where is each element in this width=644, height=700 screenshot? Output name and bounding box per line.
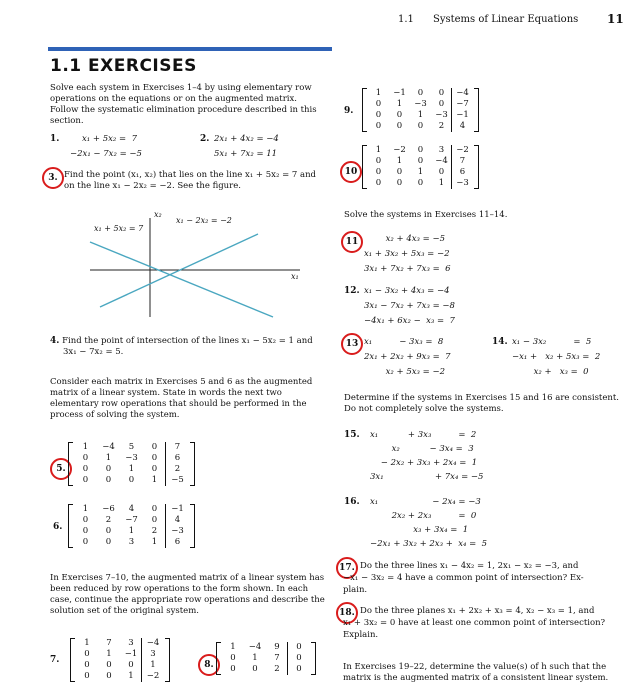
matrix-cell: −4 <box>248 642 262 652</box>
matrix-cell: 1 <box>128 671 134 681</box>
exercise-4 <box>50 336 313 347</box>
matrix-cell: 0 <box>82 526 89 536</box>
matrix-cell: −3 <box>171 526 184 536</box>
matrix-cell: 1 <box>375 88 382 98</box>
exercise-3-text: Find the point (x₁, x₂) that lies on the line x₁ + 5x₂ = 7 and <box>64 170 316 180</box>
equation: 2x₂ + 2x₃ = 0 <box>370 511 477 521</box>
matrix-cell: 0 <box>396 178 403 188</box>
matrix-cell: 0 <box>296 664 302 674</box>
intro-text: Solve each system in Exercises 1–4 by using elementary row operations on the equations or on the augmented matrix. Follow the systematic elimination procedure described in this section. <box>50 83 317 126</box>
matrix-cell: −1 <box>171 504 184 514</box>
matrix-cell: 0 <box>396 167 403 177</box>
matrix-row <box>222 653 310 664</box>
matrix-cell: 0 <box>151 453 158 463</box>
matrix-row <box>368 167 473 178</box>
exercise-18-text: x₁ + 3x₂ = 0 have at least one common point of intersection? <box>343 618 606 628</box>
matrix-cell: 0 <box>82 515 89 525</box>
matrix-cell: −4 <box>456 88 469 98</box>
matrix-cell: 0 <box>438 99 445 109</box>
matrix-row <box>368 145 473 156</box>
matrix-cell: 1 <box>105 453 112 463</box>
matrix-cell: 1 <box>417 110 424 120</box>
equation: −2x₁ − 7x₂ = −5 <box>70 149 142 159</box>
axis-label: x₁ <box>291 272 299 281</box>
matrix-row <box>368 121 473 132</box>
equation: −x₁ + x₂ + 5x₃ = 2 <box>512 352 601 362</box>
system-15 <box>370 430 483 483</box>
left-bracket <box>68 504 73 548</box>
matrix-cell: 0 <box>128 660 134 670</box>
matrix-cell: 3 <box>128 537 135 547</box>
equation: 3x₁ + 7x₂ + 7x₃ = 6 <box>364 264 451 274</box>
matrix-cell: −4 <box>146 638 160 648</box>
matrix-cell: 0 <box>82 475 89 485</box>
instructions-11-14: Solve the systems in Exercises 11–14. <box>344 210 508 220</box>
equation: x₂ + 4x₃ = −5 <box>364 234 446 244</box>
matrix-row <box>368 88 473 99</box>
matrix-cell: −3 <box>125 453 138 463</box>
matrix-row <box>74 504 189 515</box>
matrix-cell: 4 <box>459 121 466 131</box>
matrix-cell: −5 <box>171 475 184 485</box>
matrix-cell: 1 <box>230 642 236 652</box>
exercise-3-text: on the line x₁ − 2x₂ = −2. See the figure. <box>64 181 241 191</box>
matrix-cell: −7 <box>456 99 469 109</box>
section-rule <box>48 47 332 51</box>
matrix-cell: 0 <box>105 464 112 474</box>
exercise-18-text: Explain. <box>343 630 379 640</box>
exercise-17-text: Do the three lines x₁ − 4x₂ = 1, 2x₁ − x₂ = −3, and <box>360 561 579 571</box>
annotation-circle: 10 <box>340 161 362 183</box>
system-16 <box>370 497 487 550</box>
annotation-circle: 5. <box>50 458 72 480</box>
exercise-label: 15. <box>344 430 360 440</box>
exercise-4-text: Find the point of intersection of the lines x₁ − 5x₂ = 1 and <box>62 336 313 346</box>
matrix-row <box>74 442 189 453</box>
matrix-cell: 6 <box>459 167 466 177</box>
equation: −4x₁ + 6x₂ − x₃ = 7 <box>364 316 455 326</box>
matrix-cell: 2 <box>438 121 445 131</box>
matrix-cell: 0 <box>151 464 158 474</box>
matrix-cell: 0 <box>375 167 382 177</box>
equation: − 2x₂ + 3x₃ + 2x₄ = 1 <box>370 458 478 468</box>
matrix-cell: 0 <box>105 475 112 485</box>
system-13 <box>364 337 451 378</box>
matrix-cell: −2 <box>146 671 160 681</box>
matrix-cell: 0 <box>375 178 382 188</box>
matrix-cell: 0 <box>252 664 258 674</box>
exercise-label: 16. <box>344 497 360 507</box>
right-bracket <box>311 642 316 675</box>
matrix-10 <box>368 145 473 189</box>
augment-divider <box>141 638 142 682</box>
matrix-cell: −3 <box>456 178 469 188</box>
matrix-cell: −6 <box>102 504 115 514</box>
annotation-circle: 11 <box>341 231 363 253</box>
matrix-cell: −3 <box>414 99 427 109</box>
matrix-cell: 1 <box>396 99 403 109</box>
right-bracket <box>190 504 195 548</box>
matrix-8 <box>222 642 310 675</box>
matrix-cell: 0 <box>417 178 424 188</box>
matrix-cell: −2 <box>393 145 406 155</box>
matrix-cell: 0 <box>151 515 158 525</box>
left-bracket <box>70 638 75 682</box>
matrix-cell: 0 <box>375 156 382 166</box>
right-bracket <box>474 145 479 189</box>
matrix-cell: 7 <box>459 156 466 166</box>
equation: x₂ − 3x₄ = 3 <box>370 444 474 454</box>
instructions-5-6: Consider each matrix in Exercises 5 and 6 as the augmented matrix of a linear system. State in words the next two elementary row operations that should be performed in the process of solving the system. <box>50 377 313 420</box>
matrix-cell: 1 <box>438 178 445 188</box>
matrix-row <box>74 537 189 548</box>
matrix-cell: 0 <box>230 664 236 674</box>
matrix-6 <box>74 504 189 548</box>
matrix-cell: 0 <box>151 504 158 514</box>
exercise-label: 14. <box>492 337 508 347</box>
matrix-row <box>222 664 310 675</box>
matrix-cell: 0 <box>84 649 90 659</box>
equation: x₁ + 5x₂ = 7 <box>82 134 137 144</box>
matrix-cell: 0 <box>230 653 236 663</box>
annotation-circle: 13 <box>341 333 363 355</box>
equation: 2x₁ + 4x₂ = −4 <box>214 134 279 144</box>
annotation-circle: 18. <box>336 602 358 624</box>
system-14 <box>512 337 600 378</box>
matrix-cell: −2 <box>456 145 469 155</box>
augment-divider <box>165 442 166 486</box>
matrix-cell: 0 <box>151 442 158 452</box>
running-header <box>398 14 578 25</box>
matrix-cell: 0 <box>128 475 135 485</box>
matrix-cell: 0 <box>417 121 424 131</box>
matrix-row <box>368 110 473 121</box>
matrix-cell: 2 <box>274 664 280 674</box>
matrix-cell: 0 <box>84 660 90 670</box>
exercise-17-text: −x₁ − 3x₂ = 4 have a common point of intersection? Ex- <box>343 573 584 583</box>
augment-divider <box>165 504 166 548</box>
equation: x₂ + x₃ = 0 <box>512 367 589 377</box>
matrix-cell: 0 <box>438 167 445 177</box>
matrix-cell: −1 <box>124 649 138 659</box>
matrix-9 <box>368 88 473 132</box>
exercise-label: 9. <box>344 106 354 116</box>
matrix-cell: 1 <box>151 475 158 485</box>
left-bracket <box>362 145 367 189</box>
equation: x₂ + 5x₃ = −2 <box>364 367 446 377</box>
matrix-row <box>76 649 164 660</box>
matrix-cell: 2 <box>151 526 158 536</box>
matrix-row <box>74 453 189 464</box>
matrix-cell: 0 <box>396 110 403 120</box>
matrix-cell: 1 <box>82 442 89 452</box>
annotation-circle: 8. <box>198 654 220 676</box>
equation: x₃ + 3x₄ = 1 <box>370 525 469 535</box>
matrix-cell: 0 <box>438 88 445 98</box>
figure-label: x₁ − 2x₂ = −2 <box>176 216 232 225</box>
matrix-cell: 0 <box>106 671 112 681</box>
header-section: 1.1 <box>398 14 414 25</box>
exercise-4-text: 3x₁ − 7x₂ = 5. <box>63 347 124 357</box>
matrix-cell: 0 <box>82 464 89 474</box>
annotation-circle: 3. <box>42 167 64 189</box>
matrix-row <box>74 515 189 526</box>
matrix-cell: 0 <box>375 121 382 131</box>
matrix-cell: −7 <box>125 515 138 525</box>
matrix-row <box>74 475 189 486</box>
matrix-cell: 3 <box>128 638 134 648</box>
exercise-label: 1. <box>50 134 60 144</box>
matrix-cell: 0 <box>296 653 302 663</box>
matrix-cell: 4 <box>128 504 135 514</box>
matrix-cell: 7 <box>106 638 112 648</box>
matrix-cell: 2 <box>174 464 181 474</box>
matrix-cell: 0 <box>82 537 89 547</box>
matrix-row <box>74 464 189 475</box>
right-bracket <box>190 442 195 486</box>
matrix-cell: 1 <box>128 464 135 474</box>
matrix-cell: −4 <box>102 442 115 452</box>
equation: x₁ + 3x₃ = 2 <box>370 430 477 440</box>
matrix-cell: 5 <box>128 442 135 452</box>
matrix-cell: 0 <box>375 99 382 109</box>
matrix-cell: 1 <box>252 653 258 663</box>
matrix-row <box>368 99 473 110</box>
equation: 3x₁ + 7x₄ = −5 <box>370 472 484 482</box>
matrix-cell: −3 <box>435 110 448 120</box>
figure-label: x₁ + 5x₂ = 7 <box>94 224 144 233</box>
matrix-cell: 0 <box>417 145 424 155</box>
equation: x₁ + 3x₂ + 5x₃ = −2 <box>364 249 450 259</box>
matrix-cell: 0 <box>375 110 382 120</box>
augment-divider <box>287 642 288 675</box>
matrix-cell: 2 <box>105 515 112 525</box>
exercise-label: 6. <box>53 522 63 532</box>
right-bracket <box>165 638 170 682</box>
matrix-row <box>222 642 310 653</box>
matrix-cell: −4 <box>435 156 448 166</box>
equation: x₁ − 3x₂ = 5 <box>512 337 592 347</box>
matrix-cell: 0 <box>82 453 89 463</box>
matrix-cell: 3 <box>150 649 156 659</box>
exercise-18-text: Do the three planes x₁ + 2x₂ + x₃ = 4, x₂ − x₃ = 1, and <box>360 606 595 616</box>
matrix-cell: −1 <box>393 88 406 98</box>
matrix-cell: 1 <box>106 649 112 659</box>
augment-divider <box>451 145 452 189</box>
matrix-row <box>368 156 473 167</box>
axis-label: x₂ <box>154 210 162 219</box>
matrix-cell: 0 <box>396 121 403 131</box>
equation: x₁ − 2x₄ = −3 <box>370 497 481 507</box>
figure-lines <box>88 212 308 322</box>
equation: x₁ − 3x₃ = 8 <box>364 337 444 347</box>
equation: −2x₁ + 3x₂ + 2x₃ + x₄ = 5 <box>370 539 488 549</box>
matrix-cell: 1 <box>417 167 424 177</box>
matrix-cell: 1 <box>82 504 89 514</box>
exercise-label: 12. <box>344 286 360 296</box>
matrix-7 <box>76 638 164 682</box>
instructions-15-16: Determine if the systems in Exercises 15 and 16 are consistent. Do not completely solve the systems. <box>344 393 619 414</box>
matrix-cell: 0 <box>417 156 424 166</box>
matrix-cell: 1 <box>128 526 135 536</box>
exercise-label: 2. <box>200 134 210 144</box>
page-number: 11 <box>607 12 624 26</box>
left-bracket <box>362 88 367 132</box>
augment-divider <box>451 88 452 132</box>
matrix-cell: 7 <box>274 653 280 663</box>
matrix-cell: 1 <box>84 638 90 648</box>
left-bracket <box>68 442 73 486</box>
matrix-cell: 9 <box>274 642 280 652</box>
matrix-cell: 1 <box>396 156 403 166</box>
matrix-row <box>76 660 164 671</box>
matrix-cell: 7 <box>174 442 181 452</box>
exercise-label: 7. <box>50 655 60 665</box>
system-12 <box>364 286 455 327</box>
instructions-7-10: In Exercises 7–10, the augmented matrix of a linear system has been reduced by row operations to the form shown. In each case, continue the appropriate row operations and describe the solution set of the original system. <box>50 573 325 616</box>
matrix-cell: 1 <box>375 145 382 155</box>
matrix-row <box>74 526 189 537</box>
section-title: 1.1 EXERCISES <box>50 56 197 76</box>
equation: 5x₁ + 7x₂ = 11 <box>214 149 278 159</box>
equation: 3x₁ − 7x₂ + 7x₃ = −8 <box>364 301 455 311</box>
matrix-cell: 4 <box>174 515 181 525</box>
matrix-cell: 3 <box>438 145 445 155</box>
matrix-cell: 0 <box>106 660 112 670</box>
matrix-cell: 0 <box>296 642 302 652</box>
matrix-row <box>76 638 164 649</box>
matrix-cell: 0 <box>105 526 112 536</box>
matrix-row <box>76 671 164 682</box>
equation: 2x₁ + 2x₂ + 9x₃ = 7 <box>364 352 451 362</box>
instructions-19-22: In Exercises 19–22, determine the value(s) of h such that the matrix is the augmented matrix of a consistent linear system. <box>343 662 609 683</box>
matrix-5 <box>74 442 189 486</box>
equation: x₁ − 3x₂ + 4x₃ = −4 <box>364 286 450 296</box>
matrix-cell: 1 <box>151 537 158 547</box>
header-title: Systems of Linear Equations <box>432 14 579 25</box>
matrix-cell: −1 <box>456 110 469 120</box>
right-bracket <box>474 88 479 132</box>
matrix-cell: 1 <box>150 660 156 670</box>
matrix-cell: 0 <box>105 537 112 547</box>
matrix-cell: 0 <box>417 88 424 98</box>
matrix-cell: 6 <box>174 537 181 547</box>
matrix-row <box>368 178 473 189</box>
exercise-label: 4. <box>50 336 60 346</box>
exercise-17-text: plain. <box>343 585 368 595</box>
system-11 <box>364 234 451 275</box>
matrix-cell: 6 <box>174 453 181 463</box>
line-x1-plus-5x2 <box>90 242 273 317</box>
annotation-circle: 17. <box>336 557 358 579</box>
left-bracket <box>216 642 221 675</box>
matrix-cell: 0 <box>84 671 90 681</box>
